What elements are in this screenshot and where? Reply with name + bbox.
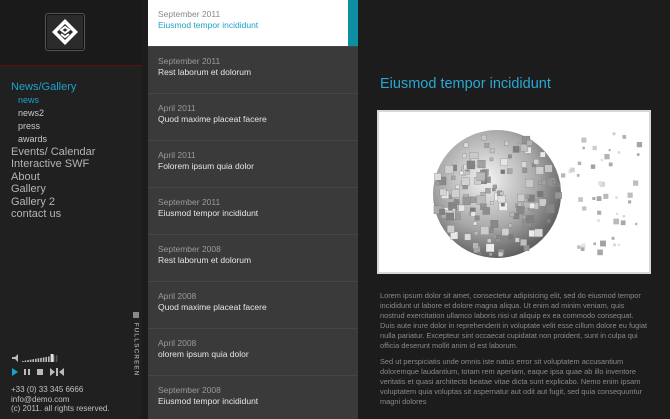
logo-icon[interactable] [45, 13, 85, 51]
cube-sphere-image [379, 112, 649, 272]
news-title: Quod maxime placeat facere [158, 114, 267, 124]
subnav-item-news2[interactable]: news2 [18, 107, 45, 118]
news-title: Eiusmod tempor incididunt [158, 20, 259, 30]
news-title: Eiusmod tempor incididunt [158, 208, 259, 218]
volume-bar [56, 355, 58, 362]
article-paragraph: Lorem ipsum dolor sit amet, consectetur adipisicing elit, sed do eiusmod tempor incididunt ut labore et dolore magna aliqua. Ut enim ad minim veniam, quis nostrud exercitation ullamco laboris nisi ut aliquip ex ea commodo consequat. Duis aute irure dolor in reprehenderit in voluptate velit esse cillum dolore eu fugiat nulla pariatur. Excepteur sint occaecat cupidatat non proident, sunt in culpa qui officia deserunt mollit anim id est laborum. [380, 291, 648, 350]
volume-bar [48, 357, 50, 363]
news-list-item[interactable] [148, 188, 358, 235]
volume-bar [27, 360, 29, 362]
volume-bar [43, 357, 45, 362]
news-date: April 2011 [158, 103, 196, 113]
subnav [11, 94, 95, 146]
main-nav [11, 81, 95, 221]
article-paragraph: Sed ut perspiciatis unde omnis iste natus error sit voluptatem accusantium doloremque laudantium, totam rem aperiam, eaque ipsa quae ab illo inventore veritatis et quasi architecto beatae vitae dicta sunt explicabo. Nemo enim ipsam voluptatem quia voluptas sit aspernatur aut odit aut fugit, sed quia consequuntur magni dolores [380, 357, 643, 406]
news-title: Quod maxime placeat facere [158, 302, 267, 312]
news-list-item[interactable] [148, 282, 358, 329]
selected-indicator [348, 0, 358, 46]
news-date: April 2011 [158, 150, 196, 160]
volume-slider[interactable] [12, 352, 62, 364]
article-body [380, 291, 650, 413]
news-date: April 2008 [158, 338, 197, 348]
news-title: Folorem ipsum quia dolor [158, 161, 254, 171]
stop-icon[interactable] [37, 369, 43, 375]
contact-phone: +33 (0) 33 345 6666 [11, 385, 84, 394]
nav-item-contact-us[interactable]: contact us [11, 208, 62, 220]
pause-icon[interactable] [24, 369, 30, 375]
news-date: September 2011 [158, 9, 221, 19]
nav-item-news-gallery[interactable]: News/Gallery [11, 81, 77, 93]
speaker-icon [12, 354, 18, 362]
contact-email[interactable]: info@demo.com [11, 394, 70, 404]
nav-item-interactive-swf[interactable]: Interactive SWF [11, 158, 90, 170]
volume-bar [22, 361, 24, 362]
nav-item-gallery-2[interactable]: Gallery 2 [11, 195, 56, 208]
news-list-item[interactable] [148, 235, 358, 282]
nav-item-about[interactable]: About [11, 170, 40, 183]
logo-area [0, 0, 142, 66]
news-list-item[interactable] [148, 329, 358, 376]
news-list-item[interactable] [148, 94, 358, 141]
volume-bar [30, 360, 32, 362]
fullscreen-icon [133, 312, 139, 318]
news-title: olorem ipsum quia dolor [158, 349, 249, 359]
news-title: Eiusmod tempor incididunt [158, 396, 259, 406]
volume-bar [25, 361, 27, 362]
news-list [148, 0, 358, 419]
volume-bar [32, 359, 34, 362]
news-date: September 2008 [158, 244, 221, 254]
news-date: September 2011 [158, 56, 221, 66]
news-date: September 2008 [158, 385, 221, 395]
volume-bar [45, 357, 47, 362]
contact-info [11, 385, 110, 414]
article-title: Eiusmod tempor incididunt [380, 76, 551, 92]
volume-bar [35, 359, 37, 362]
subnav-item-news[interactable]: news [18, 94, 40, 105]
news-list-item[interactable] [148, 376, 358, 419]
sidebar [0, 0, 142, 419]
news-title: Rest laborum et dolorum [158, 255, 252, 265]
volume-knob[interactable] [51, 354, 54, 362]
article-image[interactable] [377, 110, 651, 274]
news-date: September 2011 [158, 197, 221, 207]
article [358, 0, 670, 419]
volume-bar [38, 358, 40, 362]
fullscreen-label: FULLSCREEN [132, 322, 140, 377]
copyright: (c) 2011. all rights reserved. [11, 404, 110, 413]
subnav-item-awards[interactable]: awards [18, 133, 48, 144]
next-icon[interactable] [50, 368, 64, 376]
nav-item-gallery[interactable]: Gallery [11, 183, 46, 195]
news-list-item[interactable] [148, 0, 358, 47]
subnav-item-press[interactable]: press [18, 120, 41, 131]
nav-item-events-calendar[interactable]: Events/ Calendar [11, 145, 96, 158]
play-icon[interactable] [12, 368, 18, 376]
fullscreen-button[interactable] [131, 312, 141, 378]
volume-bar [40, 358, 42, 362]
news-list-item[interactable] [148, 141, 358, 188]
news-list-item[interactable] [148, 47, 358, 94]
news-date: April 2008 [158, 291, 197, 301]
news-title: Rest laborum et dolorum [158, 67, 252, 77]
